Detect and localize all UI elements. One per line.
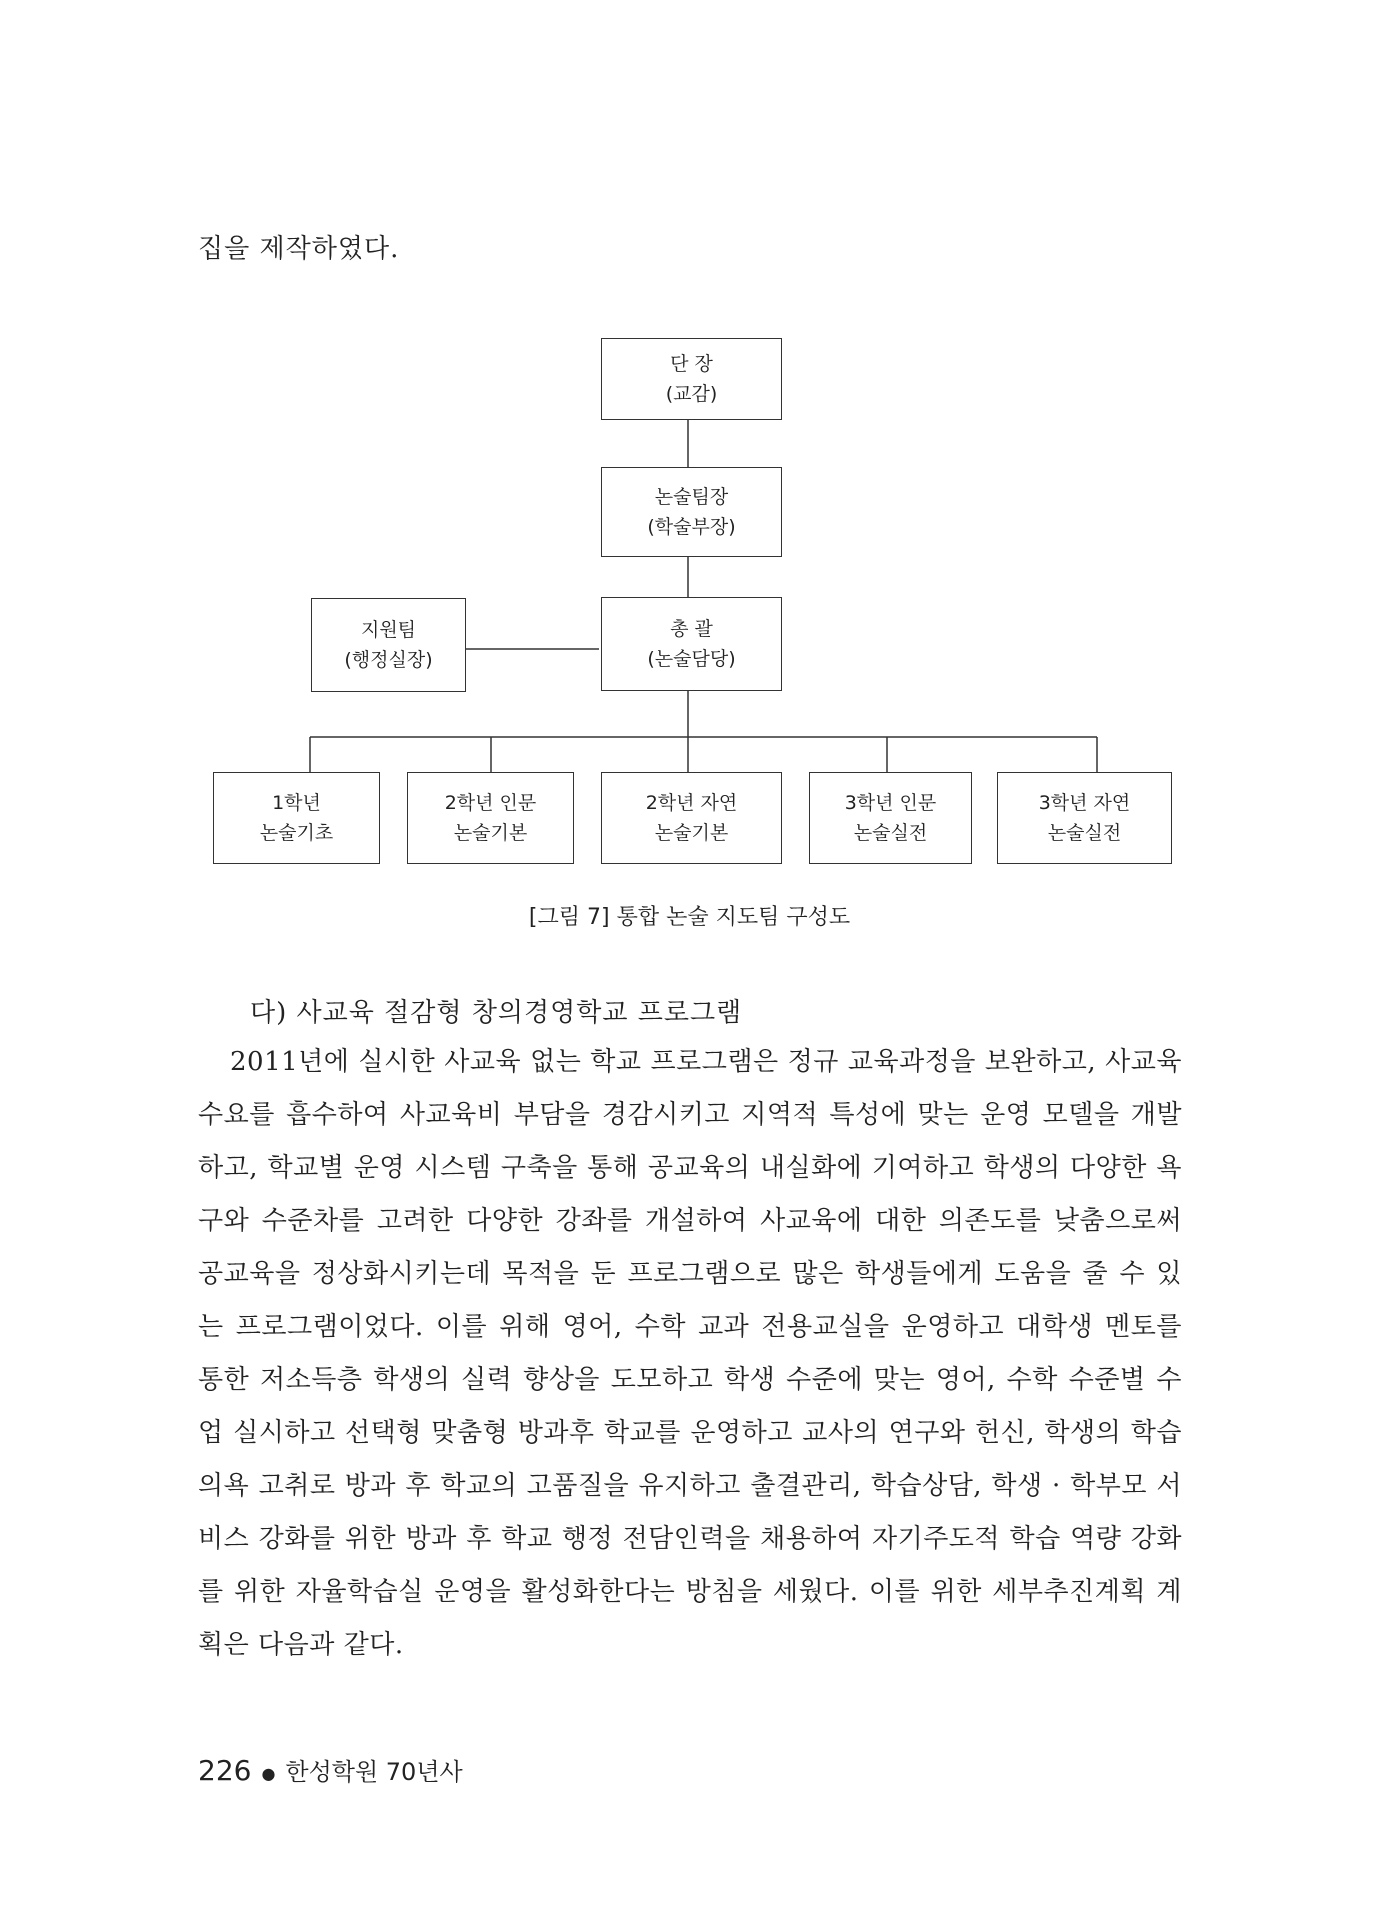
org-box-title: 지원팀 — [360, 619, 417, 641]
org-box-title: 2학년 자연 — [645, 792, 738, 814]
org-box-sub: 논술실전 — [1047, 822, 1122, 844]
body-text — [198, 1036, 1182, 1672]
org-box-title: 총 괄 — [670, 618, 713, 640]
org-box-unit — [809, 772, 972, 864]
org-box-unit — [213, 772, 380, 864]
book-title: 한성학원 70년사 — [285, 1758, 463, 1786]
org-box-unit — [997, 772, 1172, 864]
org-box-sub: (학술부장) — [647, 516, 736, 538]
org-box-sub: 논술기본 — [654, 822, 729, 844]
org-box-sub: 논술실전 — [853, 822, 928, 844]
org-box-title: 3학년 자연 — [1038, 792, 1131, 814]
org-box-head — [601, 338, 782, 420]
org-box-title: 단 장 — [670, 353, 713, 375]
org-box-sub: 논술기초 — [259, 822, 334, 844]
org-box-sub: 논술기본 — [453, 822, 528, 844]
page-footer — [198, 1752, 463, 1787]
top-text-line: 집을 제작하였다. — [198, 234, 400, 264]
org-box-title: 1학년 — [272, 792, 321, 814]
org-box-coordinator — [601, 597, 782, 691]
body-paragraph: 2011년에 실시한 사교육 없는 학교 프로그램은 정규 교육과정을 보완하고, 사교육 수요를 흡수하여 사교육비 부담을 경감시키고 지역적 특성에 맞는 운영 모델을 개발하고, 학교별 운영 시스템 구축을 통해 공교육의 내실화에 기여하고 학생의 다양한 욕구와 수준차를 고려한 다양한 강좌를 개설하여 사교육에 대한 의존도를 낮춤으로써 공교육을 정상화시키는데 목적을 둔 프로그램으로 많은 학생들에게 도움을 줄 수 있는 프로그램이었다. 이를 위해 영어, 수학 교과 전용교실을 운영하고 대학생 멘토를 통한 저소득층 학생의 실력 향상을 도모하고 학생 수준에 맞는 영어, 수학 수준별 수업 실시하고 선택형 맞춤형 방과후 학교를 운영하고 교사의 연구와 헌신, 학생의 학습의욕 고취로 방과 후 학교의 고품질을 유지하고 출결관리, 학습상담, 학생 · 학부모 서비스 강화를 위한 방과 후 학교 행정 전담인력을 채용하여 자기주도적 학습 역량 강화를 위한 자율학습실 운영을 활성화한다는 방침을 세웠다. 이를 위한 세부추진계획 계획은 다음과 같다. — [198, 1047, 1182, 1660]
section-heading: 다) 사교육 절감형 창의경영학교 프로그램 — [250, 998, 743, 1028]
org-box-sub: (교감) — [665, 383, 718, 405]
bullet-icon: ● — [261, 1763, 276, 1783]
org-box-support — [311, 598, 466, 692]
org-box-team-leader — [601, 467, 782, 557]
org-box-sub: (논술담당) — [647, 648, 736, 670]
figure-caption: [그림 7] 통합 논술 지도팀 구성도 — [528, 905, 851, 930]
org-box-title: 3학년 인문 — [844, 792, 937, 814]
org-box-unit — [601, 772, 782, 864]
org-box-sub: (행정실장) — [344, 649, 433, 671]
org-box-title: 2학년 인문 — [444, 792, 537, 814]
page-number: 226 — [198, 1754, 252, 1787]
org-box-unit — [407, 772, 574, 864]
org-box-title: 논술팀장 — [654, 486, 729, 508]
